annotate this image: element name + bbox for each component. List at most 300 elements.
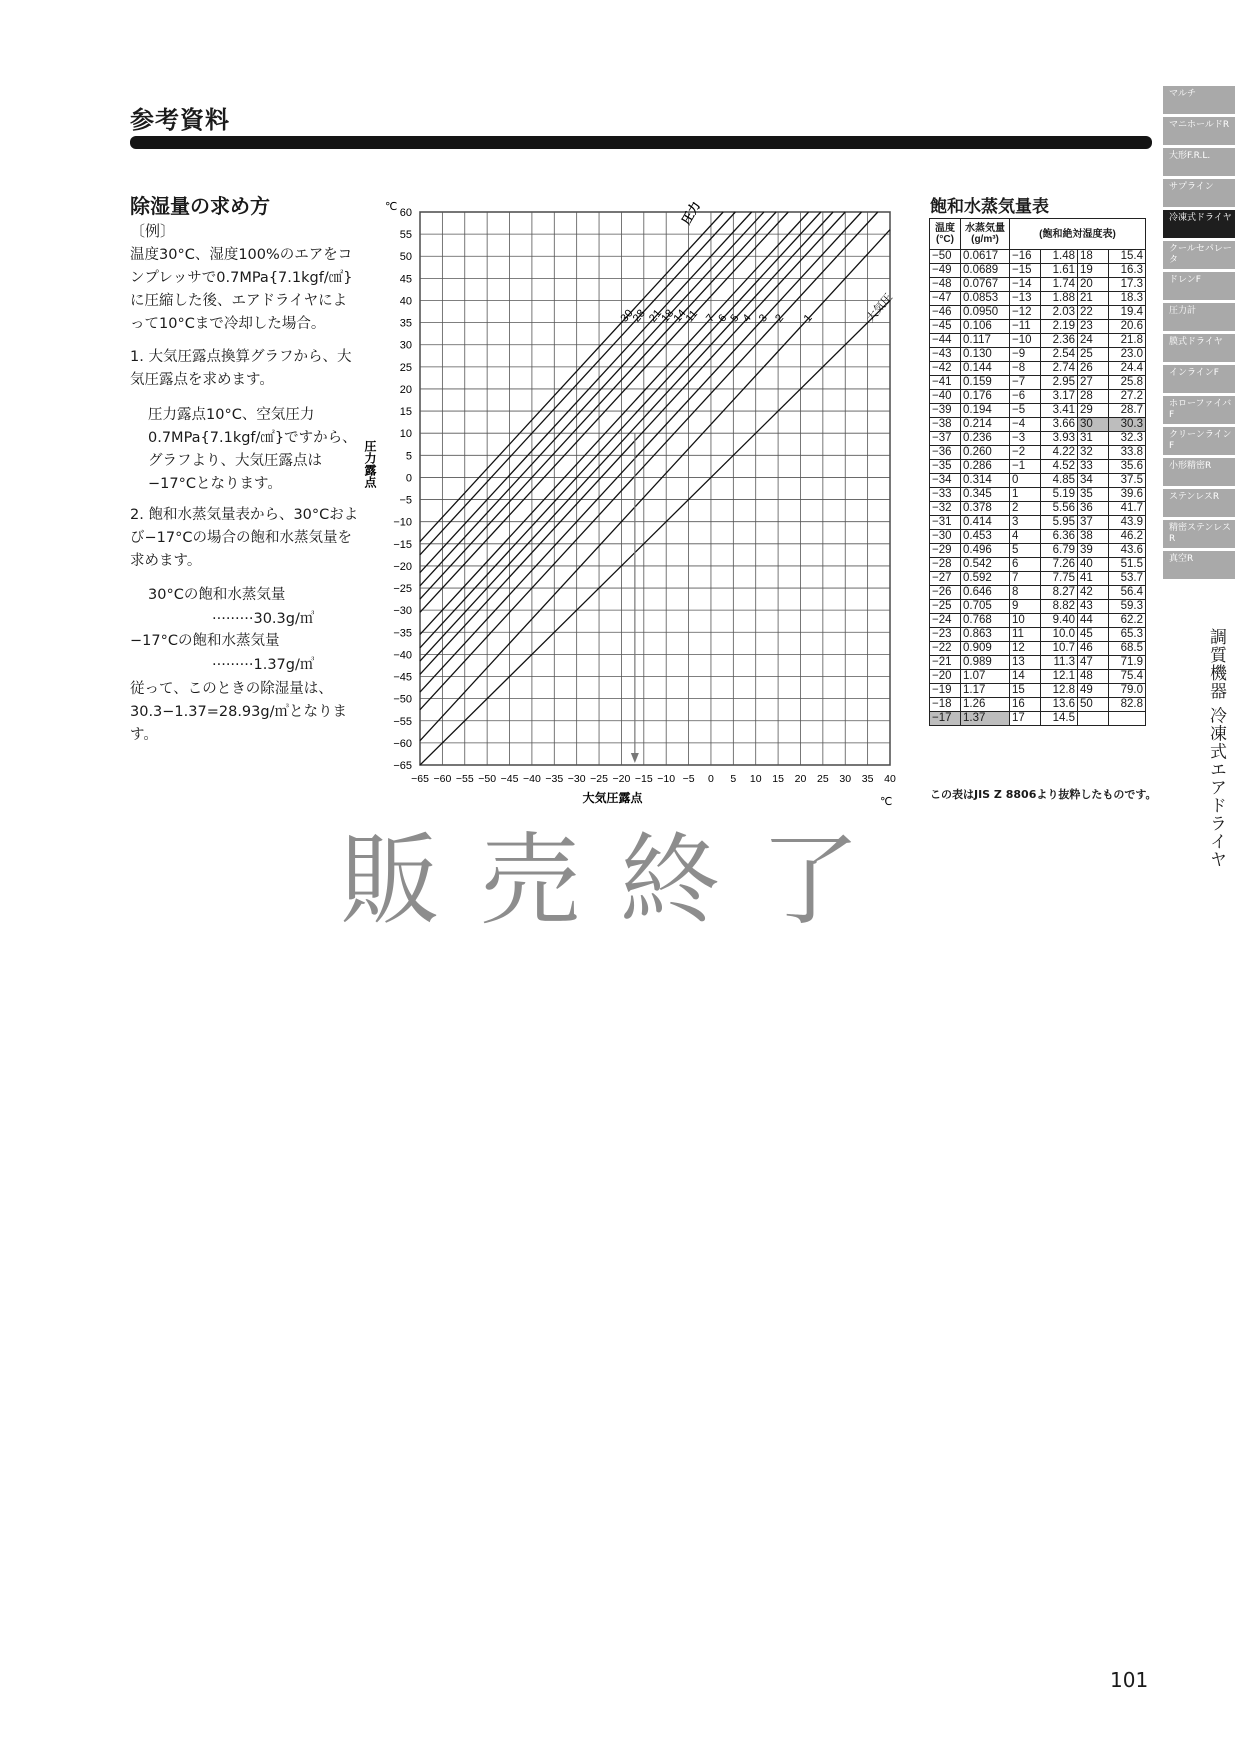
temp-cell: 36 xyxy=(1078,502,1109,516)
vapor-cell: 0.0689 xyxy=(961,264,1010,278)
header-vapor: 水蒸気量 (g/m³) xyxy=(961,219,1010,250)
x-tick-label: −55 xyxy=(455,773,474,785)
vapor-cell: 0.0617 xyxy=(961,250,1010,264)
sidebar-tab[interactable]: ステンレスR xyxy=(1163,489,1235,517)
series-label: 1 xyxy=(801,312,815,325)
temp-cell: −39 xyxy=(930,404,961,418)
temp-cell xyxy=(1078,712,1109,726)
y-tick-label: 25 xyxy=(399,361,412,374)
x-tick-label: −45 xyxy=(500,773,519,785)
table-row xyxy=(930,614,1146,628)
table-row xyxy=(930,488,1146,502)
vapor-cell: 21.8 xyxy=(1109,334,1146,348)
temp-cell: 38 xyxy=(1078,530,1109,544)
vapor-cell: 2.36 xyxy=(1041,334,1078,348)
table-row xyxy=(930,642,1146,656)
temp-cell: 35 xyxy=(1078,488,1109,502)
temp-cell: 2 xyxy=(1010,502,1041,516)
table-row xyxy=(930,698,1146,712)
title-bar xyxy=(130,136,1152,149)
y-tick-label: −35 xyxy=(393,627,412,640)
vapor-cell: 0.705 xyxy=(961,600,1010,614)
temp-cell: −4 xyxy=(1010,418,1041,432)
vapor-cell: 8.82 xyxy=(1041,600,1078,614)
sidebar-vertical-label: 調質機器 冷凍式エアドライヤ xyxy=(1206,628,1226,869)
temp-cell: 25 xyxy=(1078,348,1109,362)
temp-cell: 3 xyxy=(1010,516,1041,530)
vapor-cell: 23.0 xyxy=(1109,348,1146,362)
sidebar-tab[interactable]: 大形F.R.L. xyxy=(1163,148,1235,176)
vapor-cell: 27.2 xyxy=(1109,390,1146,404)
vapor-cell: 43.6 xyxy=(1109,544,1146,558)
temp-cell: 37 xyxy=(1078,516,1109,530)
vapor-cell: 0.0767 xyxy=(961,278,1010,292)
header-temp: 温度 (°C) xyxy=(930,219,961,250)
y-tick-label: −15 xyxy=(393,538,412,551)
vapor-cell: 14.5 xyxy=(1041,712,1078,726)
section-title: 除湿量の求め方 xyxy=(130,194,270,218)
example-label: 〔例〕 xyxy=(130,222,176,240)
table-row xyxy=(930,404,1146,418)
vapor-cell: 53.7 xyxy=(1109,572,1146,586)
temp-cell: −8 xyxy=(1010,362,1041,376)
vapor-cell: 0.176 xyxy=(961,390,1010,404)
temp-cell: −1 xyxy=(1010,460,1041,474)
vapor-cell: 0.0950 xyxy=(961,306,1010,320)
temp-cell: −6 xyxy=(1010,390,1041,404)
table-row xyxy=(930,334,1146,348)
vapor-cell: 56.4 xyxy=(1109,586,1146,600)
y-tick-label: −55 xyxy=(393,715,412,728)
sidebar-tab[interactable]: ドレンF xyxy=(1163,272,1235,300)
vapor-cell: 17.3 xyxy=(1109,278,1146,292)
table-row xyxy=(930,460,1146,474)
x-tick-label: 15 xyxy=(772,773,784,785)
table-row xyxy=(930,712,1146,726)
vapor-cell: 79.0 xyxy=(1109,684,1146,698)
temp-cell: 20 xyxy=(1078,278,1109,292)
sidebar-tab[interactable]: マルチ xyxy=(1163,86,1235,114)
vapor-cell: 39.6 xyxy=(1109,488,1146,502)
intro-text: 温度30°C、湿度100%のエアをコンプレッサで0.7MPa{7.1kgf/㎠}に圧縮した後、エアドライヤによって10°Cまで冷却した場合。 xyxy=(130,247,353,332)
temp-cell: −49 xyxy=(930,264,961,278)
plot-frame xyxy=(420,212,890,765)
vapor-cell: 32.3 xyxy=(1109,432,1146,446)
vapor-cell: 1.61 xyxy=(1041,264,1078,278)
vapor-cell: 0.117 xyxy=(961,334,1010,348)
temp-cell: −42 xyxy=(930,362,961,376)
vapor-cell: 6.79 xyxy=(1041,544,1078,558)
sidebar-tab[interactable]: 小形精密R xyxy=(1163,458,1235,486)
vapor-cell: 4.22 xyxy=(1041,446,1078,460)
x-axis-label: 大気圧露点 xyxy=(582,791,643,805)
temp-cell: 8 xyxy=(1010,586,1041,600)
page-number: 101 xyxy=(1110,1668,1149,1692)
temp-cell: 34 xyxy=(1078,474,1109,488)
table-row xyxy=(930,656,1146,670)
series-line xyxy=(420,212,833,661)
sidebar-tab[interactable]: インラインF xyxy=(1163,365,1235,393)
temp-cell: −11 xyxy=(1010,320,1041,334)
x-tick-label: −35 xyxy=(545,773,564,785)
x-tick-label: 40 xyxy=(884,773,896,785)
temp-cell: −38 xyxy=(930,418,961,432)
temp-cell: 6 xyxy=(1010,558,1041,572)
temp-cell: −27 xyxy=(930,572,961,586)
y-tick-label: 15 xyxy=(399,406,412,419)
table-row xyxy=(930,446,1146,460)
temp-cell: −29 xyxy=(930,544,961,558)
temp-cell: −12 xyxy=(1010,306,1041,320)
series-label: 21 xyxy=(647,307,665,325)
vapor-cell: 1.37 xyxy=(961,712,1010,726)
vapor-cell: 59.3 xyxy=(1109,600,1146,614)
x-tick-label: 35 xyxy=(861,773,874,785)
vapor-cell: 0.214 xyxy=(961,418,1010,432)
vapor-cell: 3.17 xyxy=(1041,390,1078,404)
temp-cell: 18 xyxy=(1078,250,1109,264)
v17-label: −17°Cの飽和水蒸気量 xyxy=(130,633,280,649)
x-tick-label: −20 xyxy=(612,773,631,785)
temp-cell: 39 xyxy=(1078,544,1109,558)
vapor-table xyxy=(929,218,1146,726)
table-row xyxy=(930,558,1146,572)
vapor-cell: 2.74 xyxy=(1041,362,1078,376)
series-label: 28 xyxy=(630,307,648,325)
v30-label: 30°Cの飽和水蒸気量 xyxy=(148,587,286,603)
temp-cell: −35 xyxy=(930,460,961,474)
vapor-cell: 3.41 xyxy=(1041,404,1078,418)
y-tick-label: 50 xyxy=(399,251,412,264)
vapor-cell: 0.314 xyxy=(961,474,1010,488)
temp-cell: −19 xyxy=(930,684,961,698)
table-row xyxy=(930,348,1146,362)
temp-cell: −50 xyxy=(930,250,961,264)
table-row xyxy=(930,544,1146,558)
temp-cell: 9 xyxy=(1010,600,1041,614)
sidebar-tab[interactable]: クールセパレータ xyxy=(1163,241,1235,269)
vapor-cell: 4.52 xyxy=(1041,460,1078,474)
vapor-cell: 2.03 xyxy=(1041,306,1078,320)
temp-cell: −15 xyxy=(1010,264,1041,278)
table-row xyxy=(930,502,1146,516)
temp-cell: 44 xyxy=(1078,614,1109,628)
series-label: 14 xyxy=(671,307,689,325)
vapor-cell: 0.909 xyxy=(961,642,1010,656)
series-label: 2 xyxy=(773,312,787,325)
temp-cell: 16 xyxy=(1010,698,1041,712)
vapor-cell: 0.768 xyxy=(961,614,1010,628)
temp-cell: 17 xyxy=(1010,712,1041,726)
temp-cell: −5 xyxy=(1010,404,1041,418)
y-tick-label: −60 xyxy=(393,737,412,750)
x-tick-label: 30 xyxy=(839,773,852,785)
temp-cell: −30 xyxy=(930,530,961,544)
vapor-cell: 5.95 xyxy=(1041,516,1078,530)
vapor-cell: 43.9 xyxy=(1109,516,1146,530)
table-row xyxy=(930,684,1146,698)
table-row xyxy=(930,474,1146,488)
vapor-cell: 0.414 xyxy=(961,516,1010,530)
temp-cell: −13 xyxy=(1010,292,1041,306)
vapor-cell: 82.8 xyxy=(1109,698,1146,712)
temp-cell: −43 xyxy=(930,348,961,362)
step2-text: 2. 飽和水蒸気量表から、30°Cおよび−17°Cの場合の飽和水蒸気量を求めます。 xyxy=(130,507,359,569)
temp-cell: 29 xyxy=(1078,404,1109,418)
table-row xyxy=(930,264,1146,278)
x-tick-label: 20 xyxy=(794,773,807,785)
y-tick-label: 20 xyxy=(399,383,412,396)
series-label: 11 xyxy=(683,308,701,325)
series-line xyxy=(420,212,764,586)
table-row xyxy=(930,418,1146,432)
vapor-cell: 0.592 xyxy=(961,572,1010,586)
temp-cell: −3 xyxy=(1010,432,1041,446)
vapor-cell: 4.85 xyxy=(1041,474,1078,488)
vapor-cell: 33.8 xyxy=(1109,446,1146,460)
vapor-cell: 1.17 xyxy=(961,684,1010,698)
vapor-cell: 62.2 xyxy=(1109,614,1146,628)
temp-cell: −14 xyxy=(1010,278,1041,292)
series-line xyxy=(420,212,809,634)
temp-cell: 12 xyxy=(1010,642,1041,656)
y-tick-label: 40 xyxy=(399,295,412,308)
temp-cell: 21 xyxy=(1078,292,1109,306)
temp-cell: −25 xyxy=(930,600,961,614)
temp-cell: 30 xyxy=(1078,418,1109,432)
y-tick-label: −25 xyxy=(393,583,412,596)
vapor-cell: 0.260 xyxy=(961,446,1010,460)
sidebar-tab[interactable]: サプライン xyxy=(1163,179,1235,207)
series-line xyxy=(420,212,845,674)
temp-cell: −21 xyxy=(930,656,961,670)
v17-value: ·········1.37g/㎥ xyxy=(212,657,315,673)
temp-cell: 24 xyxy=(1078,334,1109,348)
table-row xyxy=(930,306,1146,320)
temp-cell: −36 xyxy=(930,446,961,460)
vapor-cell: 7.26 xyxy=(1041,558,1078,572)
x-tick-label: −50 xyxy=(478,773,497,785)
x-tick-label: −65 xyxy=(411,773,429,785)
x-unit-label: ℃ xyxy=(880,795,893,808)
y-tick-label: −30 xyxy=(393,605,412,618)
table-row xyxy=(930,670,1146,684)
temp-cell: 41 xyxy=(1078,572,1109,586)
temp-cell: −44 xyxy=(930,334,961,348)
vapor-cell: 0.989 xyxy=(961,656,1010,670)
vapor-cell: 2.95 xyxy=(1041,376,1078,390)
vapor-cell: 20.6 xyxy=(1109,320,1146,334)
x-tick-label: −25 xyxy=(590,773,608,785)
x-tick-label: 5 xyxy=(730,773,737,785)
temp-cell: 43 xyxy=(1078,600,1109,614)
temp-cell: −34 xyxy=(930,474,961,488)
temp-cell: 11 xyxy=(1010,628,1041,642)
temp-cell: −17 xyxy=(930,712,961,726)
sidebar-tab[interactable]: 冷凍式ドライヤ xyxy=(1163,210,1235,238)
series-label: 6 xyxy=(716,312,730,325)
temp-cell: −2 xyxy=(1010,446,1041,460)
table-row xyxy=(930,250,1146,264)
temp-cell: −48 xyxy=(930,278,961,292)
vapor-cell: 6.36 xyxy=(1041,530,1078,544)
y-tick-label: −10 xyxy=(393,516,412,529)
vapor-cell: 46.2 xyxy=(1109,530,1146,544)
y-tick-label: −50 xyxy=(393,693,412,706)
sidebar-tab[interactable]: 膜式ドライヤ xyxy=(1163,334,1235,362)
series-line xyxy=(420,212,862,692)
temp-cell: 0 xyxy=(1010,474,1041,488)
table-row xyxy=(930,362,1146,376)
temp-cell: 13 xyxy=(1010,656,1041,670)
page-title: 参考資料 xyxy=(130,106,230,134)
vapor-cell: 0.236 xyxy=(961,432,1010,446)
vapor-cell: 0.542 xyxy=(961,558,1010,572)
vapor-cell: 9.40 xyxy=(1041,614,1078,628)
y-unit-label: ℃ xyxy=(385,200,398,213)
sidebar-tab[interactable]: ホローファイバF xyxy=(1163,396,1235,424)
vapor-cell: 13.6 xyxy=(1041,698,1078,712)
table-row xyxy=(930,530,1146,544)
temp-cell: −18 xyxy=(930,698,961,712)
conclusion-text: 従って、このときの除湿量は、30.3−1.37=28.93g/㎥となります。 xyxy=(130,681,347,743)
vapor-cell: 0.863 xyxy=(961,628,1010,642)
temp-cell: −33 xyxy=(930,488,961,502)
sidebar-tab[interactable]: 圧力計 xyxy=(1163,303,1235,331)
temp-cell: −41 xyxy=(930,376,961,390)
temp-cell: 32 xyxy=(1078,446,1109,460)
table-row xyxy=(930,292,1146,306)
vapor-cell: 16.3 xyxy=(1109,264,1146,278)
vapor-cell: 0.159 xyxy=(961,376,1010,390)
series-label: 3 xyxy=(756,312,771,325)
step1-note: 圧力露点10°C、空気圧力0.7MPa{7.1kgf/㎠}ですから、グラフより、大気圧露点は−17°Cとなります。 xyxy=(148,407,357,492)
table-row xyxy=(930,320,1146,334)
vapor-cell: 35.6 xyxy=(1109,460,1146,474)
temp-cell: 10 xyxy=(1010,614,1041,628)
temp-cell: −26 xyxy=(930,586,961,600)
y-tick-label: 5 xyxy=(405,450,412,463)
temp-cell: 1 xyxy=(1010,488,1041,502)
vapor-cell: 10.0 xyxy=(1041,628,1078,642)
table-row xyxy=(930,278,1146,292)
x-tick-label: −15 xyxy=(634,773,653,785)
y-tick-label: 0 xyxy=(405,472,412,485)
vapor-cell: 5.19 xyxy=(1041,488,1078,502)
series-line xyxy=(420,212,878,710)
vapor-cell: 28.7 xyxy=(1109,404,1146,418)
vapor-cell: 0.453 xyxy=(961,530,1010,544)
series-line xyxy=(420,212,723,542)
table-row xyxy=(930,390,1146,404)
temp-cell: −22 xyxy=(930,642,961,656)
series-line xyxy=(420,212,776,599)
vapor-cell: 15.4 xyxy=(1109,250,1146,264)
temp-cell: −24 xyxy=(930,614,961,628)
temp-cell: 49 xyxy=(1078,684,1109,698)
temp-cell: −32 xyxy=(930,502,961,516)
vapor-cell: 1.07 xyxy=(961,670,1010,684)
series-line xyxy=(420,230,890,741)
y-tick-label: 55 xyxy=(399,229,412,242)
y-tick-label: 10 xyxy=(399,428,412,441)
y-tick-label: 35 xyxy=(399,317,412,330)
vapor-cell xyxy=(1109,712,1146,726)
vapor-cell: 1.26 xyxy=(961,698,1010,712)
table-row xyxy=(930,516,1146,530)
temp-cell: −16 xyxy=(1010,250,1041,264)
temp-cell: −7 xyxy=(1010,376,1041,390)
series-line xyxy=(420,300,890,765)
sidebar-tab[interactable]: 精密ステンレスR xyxy=(1163,520,1235,548)
sidebar-tab[interactable]: 真空R xyxy=(1163,551,1235,579)
temp-cell: 26 xyxy=(1078,362,1109,376)
x-tick-label: 25 xyxy=(817,773,829,785)
table-note: この表はJIS Z 8806より抜粋したものです。 xyxy=(930,788,1157,801)
table-row xyxy=(930,586,1146,600)
y-tick-label: 30 xyxy=(399,339,412,352)
vapor-cell: 3.93 xyxy=(1041,432,1078,446)
temp-cell: 33 xyxy=(1078,460,1109,474)
vapor-cell: 12.1 xyxy=(1041,670,1078,684)
x-tick-label: −5 xyxy=(682,773,695,785)
sidebar-tab[interactable]: マニホールドR xyxy=(1163,117,1235,145)
table-row xyxy=(930,432,1146,446)
dew-point-chart xyxy=(360,190,915,820)
temp-cell: 14 xyxy=(1010,670,1041,684)
y-tick-label: −20 xyxy=(393,560,412,573)
series-title: 圧力 xyxy=(679,198,704,227)
vapor-cell: 12.8 xyxy=(1041,684,1078,698)
v30-value: ·········30.3g/㎥ xyxy=(212,611,315,627)
y-tick-label: 45 xyxy=(399,273,412,286)
temp-cell: 46 xyxy=(1078,642,1109,656)
temp-cell: 23 xyxy=(1078,320,1109,334)
vapor-cell: 0.0853 xyxy=(961,292,1010,306)
sidebar-tab[interactable]: クリーンラインF xyxy=(1163,427,1235,455)
temp-cell: −9 xyxy=(1010,348,1041,362)
series-label: 30 xyxy=(618,307,636,325)
y-tick-label: −65 xyxy=(393,760,412,772)
temp-cell: 45 xyxy=(1078,628,1109,642)
vapor-cell: 0.286 xyxy=(961,460,1010,474)
temp-cell: −37 xyxy=(930,432,961,446)
temp-cell: 4 xyxy=(1010,530,1041,544)
vapor-cell: 51.5 xyxy=(1109,558,1146,572)
temp-cell: 19 xyxy=(1078,264,1109,278)
table-title: 飽和水蒸気量表 xyxy=(930,197,1049,217)
vapor-cell: 1.48 xyxy=(1041,250,1078,264)
series-line xyxy=(420,212,752,573)
x-tick-label: 10 xyxy=(749,773,762,785)
vapor-cell: 0.345 xyxy=(961,488,1010,502)
x-tick-label: −30 xyxy=(567,773,586,785)
temp-cell: 47 xyxy=(1078,656,1109,670)
x-tick-label: −10 xyxy=(657,773,676,785)
temp-cell: −46 xyxy=(930,306,961,320)
example-arrowhead xyxy=(631,753,639,763)
temp-cell: 40 xyxy=(1078,558,1109,572)
vapor-cell: 71.9 xyxy=(1109,656,1146,670)
vapor-cell: 11.3 xyxy=(1041,656,1078,670)
vapor-cell: 19.4 xyxy=(1109,306,1146,320)
vapor-cell: 24.4 xyxy=(1109,362,1146,376)
temp-cell: 28 xyxy=(1078,390,1109,404)
temp-cell: 22 xyxy=(1078,306,1109,320)
vapor-cell: 0.106 xyxy=(961,320,1010,334)
temp-cell: 48 xyxy=(1078,670,1109,684)
series-label: 18 xyxy=(659,307,677,325)
